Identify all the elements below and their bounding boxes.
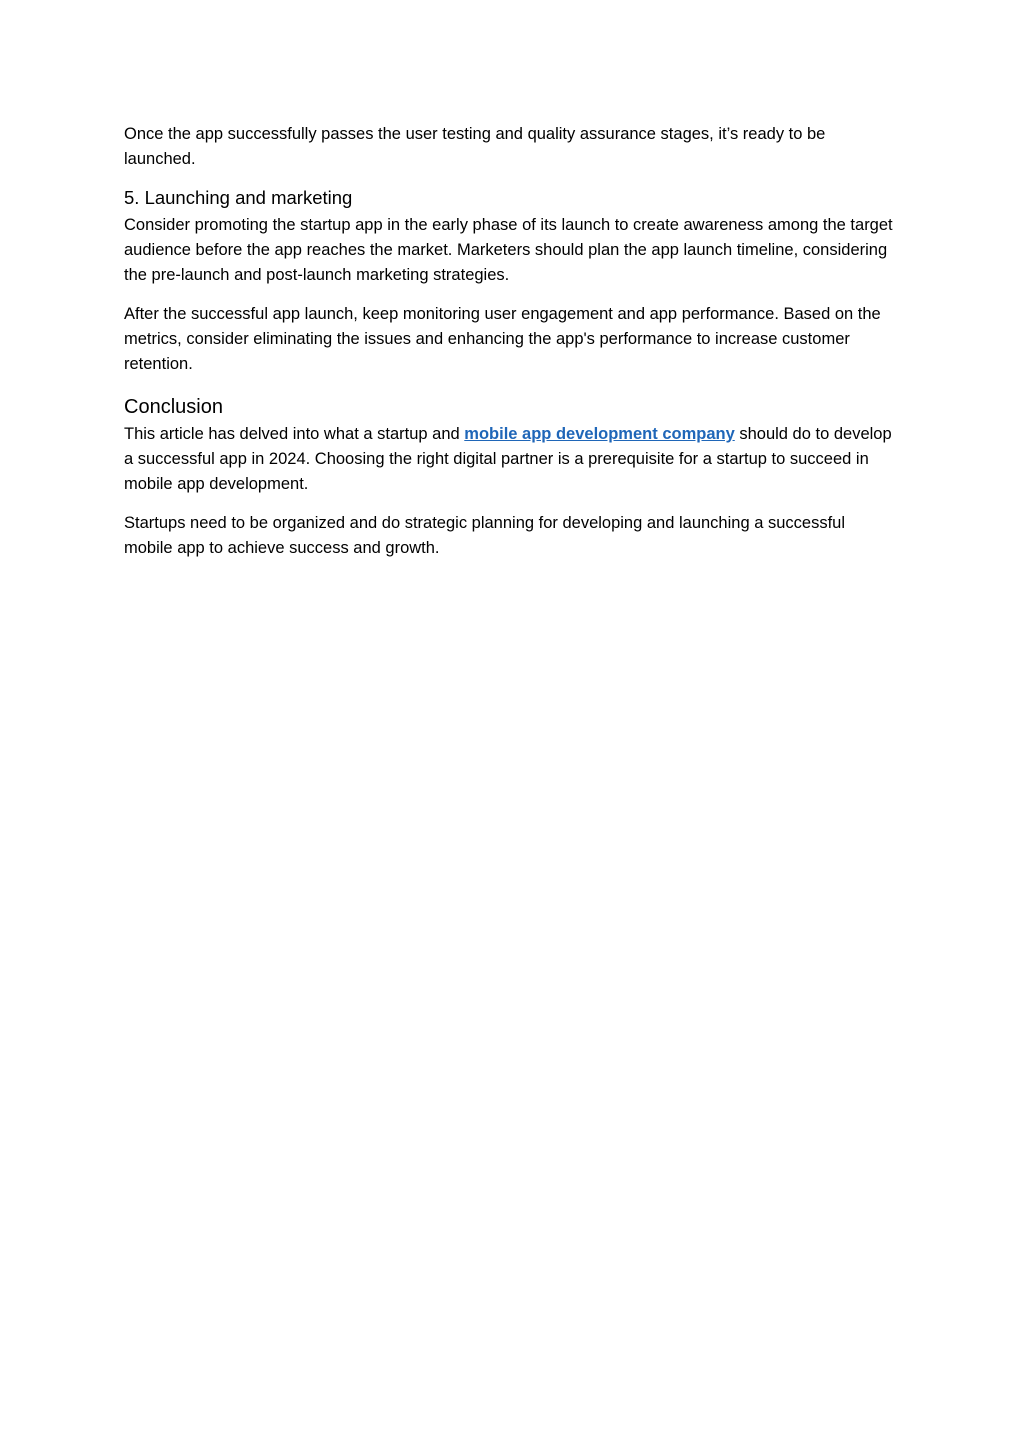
document-body — [124, 122, 894, 561]
launching-paragraph-1: Consider promoting the startup app in the early phase of its launch to create awareness among the target audience before the app reaches the market. Marketers should plan the app launch timeline, considering the pre-launch and post-launch marketing strategies. — [124, 216, 893, 284]
launching-paragraph-2: After the successful app launch, keep monitoring user engagement and app performance. Based on the metrics, consider eliminating the issues and enhancing the app's performance to increase customer retention. — [124, 305, 881, 373]
conclusion-text-after-link: should do to develop a successful app in 2024. Choosing the right digital partner is a prerequisite for a startup to succeed in mobile app development. — [124, 425, 892, 493]
conclusion-paragraph-2: Startups need to be organized and do strategic planning for developing and launching a successful mobile app to achieve success and growth. — [124, 514, 845, 557]
section-heading-conclusion: Conclusion — [124, 396, 223, 418]
conclusion-paragraph-1 — [124, 422, 894, 497]
conclusion-text-before-link: This article has delved into what a startup and — [124, 425, 465, 443]
intro-paragraph: Once the app successfully passes the user testing and quality assurance stages, it’s ready to be launched. — [124, 125, 826, 168]
section-heading-launching: 5. Launching and marketing — [124, 187, 353, 208]
mobile-app-development-company-link[interactable]: mobile app development company — [464, 425, 735, 443]
